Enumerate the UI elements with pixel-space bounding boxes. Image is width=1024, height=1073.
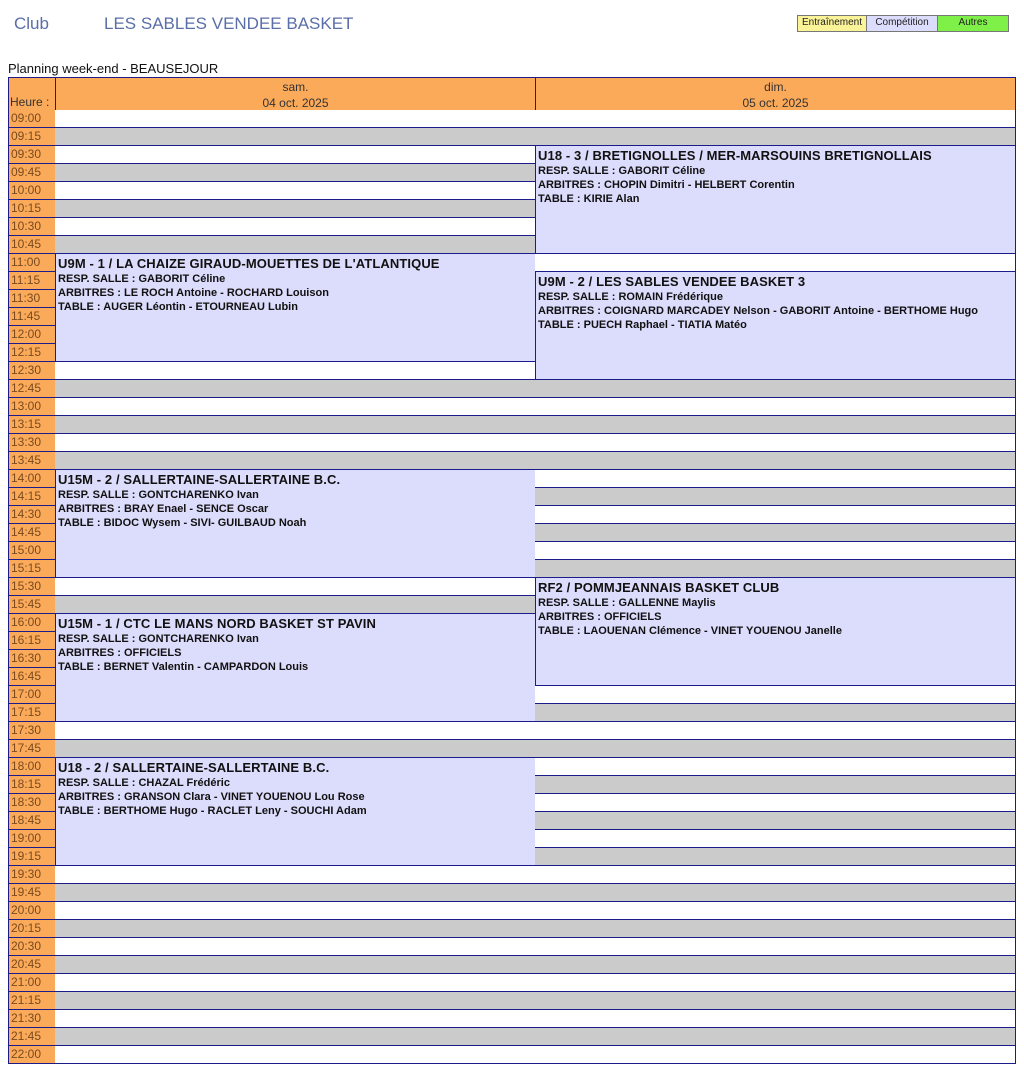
time-slot-label: 18:45 [8,812,56,830]
time-slot-label: 15:15 [8,560,56,578]
time-slot-label: 17:30 [8,722,56,740]
empty-slot [535,398,1016,416]
empty-slot [535,488,1016,506]
empty-slot [535,848,1016,866]
time-slot-label: 15:30 [8,578,56,596]
time-slot-label: 16:45 [8,668,56,686]
empty-slot [535,974,1016,992]
time-slot-label: 11:45 [8,308,56,326]
match-event[interactable] [55,758,536,866]
time-slot-label: 12:45 [8,380,56,398]
time-slot-label: 10:00 [8,182,56,200]
empty-slot [535,992,1016,1010]
time-slot-label: 21:00 [8,974,56,992]
legend [797,15,1009,32]
empty-slot [535,110,1016,128]
empty-slot [55,110,536,128]
match-event[interactable] [535,146,1016,254]
match-title: U15M - 1 / CTC LE MANS NORD BASKET ST PAVIN [58,616,377,631]
empty-slot [55,1010,536,1028]
legend-competition: Compétition [866,15,938,32]
match-referees: ARBITRES : LE ROCH Antoine - ROCHARD Louison [58,287,329,299]
time-slot-label: 11:15 [8,272,56,290]
empty-slot [55,956,536,974]
match-table-officials: TABLE : KIRIE Alan [538,193,640,205]
empty-slot [535,254,1016,272]
empty-slot [535,380,1016,398]
day-name: sam. [282,80,309,94]
empty-slot [535,866,1016,884]
empty-slot [55,434,536,452]
day-name: dim. [764,80,787,94]
empty-slot [55,902,536,920]
empty-slot [55,578,536,596]
empty-slot [55,182,536,200]
day-header-sunday [535,77,1016,111]
time-slot-label: 09:15 [8,128,56,146]
time-slot-label: 12:15 [8,344,56,362]
empty-slot [55,128,536,146]
time-column-header [8,77,56,111]
time-slot-label: 20:15 [8,920,56,938]
time-slot-label: 19:45 [8,884,56,902]
match-referees: ARBITRES : OFFICIELS [538,611,662,623]
empty-slot [535,452,1016,470]
time-slot-label: 13:30 [8,434,56,452]
empty-slot [55,740,536,758]
match-table-officials: TABLE : LAOUENAN Clémence - VINET YOUENOU Janelle [538,625,842,637]
time-slot-label: 18:30 [8,794,56,812]
empty-slot [535,722,1016,740]
time-slot-label: 21:45 [8,1028,56,1046]
time-slot-label: 18:15 [8,776,56,794]
time-slot-label: 13:15 [8,416,56,434]
empty-slot [55,722,536,740]
time-slot-label: 16:30 [8,650,56,668]
time-slot-label: 17:00 [8,686,56,704]
time-slot-label: 14:45 [8,524,56,542]
day-header-saturday [55,77,536,111]
time-slot-label: 18:00 [8,758,56,776]
empty-slot [535,740,1016,758]
empty-slot [55,938,536,956]
time-slot-label: 09:45 [8,164,56,182]
time-slot-label: 22:00 [8,1046,56,1064]
match-title: U18 - 2 / SALLERTAINE-SALLERTAINE B.C. [58,760,330,775]
empty-slot [55,452,536,470]
match-hall-manager: RESP. SALLE : ROMAIN Frédérique [538,291,723,303]
time-slot-label: 10:15 [8,200,56,218]
match-hall-manager: RESP. SALLE : GABORIT Céline [538,165,706,177]
empty-slot [535,524,1016,542]
empty-slot [535,560,1016,578]
empty-slot [535,776,1016,794]
time-slot-label: 12:00 [8,326,56,344]
time-slot-label: 20:45 [8,956,56,974]
match-referees: ARBITRES : BRAY Enael - SENCE Oscar [58,503,269,515]
time-slot-label: 15:00 [8,542,56,560]
match-referees: ARBITRES : GRANSON Clara - VINET YOUENOU Lou Rose [58,791,365,803]
empty-slot [535,434,1016,452]
time-slot-label: 21:15 [8,992,56,1010]
empty-slot [55,920,536,938]
empty-slot [535,884,1016,902]
empty-slot [55,974,536,992]
match-hall-manager: RESP. SALLE : GALLENNE Maylis [538,597,716,609]
match-table-officials: TABLE : BERNET Valentin - CAMPARDON Louis [58,661,309,673]
match-referees: ARBITRES : CHOPIN Dimitri - HELBERT Corentin [538,179,795,191]
empty-slot [535,794,1016,812]
empty-slot [535,1028,1016,1046]
time-slot-label: 19:30 [8,866,56,884]
match-hall-manager: RESP. SALLE : GABORIT Céline [58,273,226,285]
time-slot-label: 13:45 [8,452,56,470]
match-event[interactable] [55,470,536,578]
time-slot-label: 19:15 [8,848,56,866]
match-hall-manager: RESP. SALLE : GONTCHARENKO Ivan [58,633,259,645]
match-event[interactable] [535,272,1016,380]
time-slot-label: 11:30 [8,290,56,308]
match-referees: ARBITRES : OFFICIELS [58,647,182,659]
time-slot-label: 16:00 [8,614,56,632]
match-title: U15M - 2 / SALLERTAINE-SALLERTAINE B.C. [58,472,341,487]
empty-slot [535,470,1016,488]
empty-slot [55,884,536,902]
day-date: 04 oct. 2025 [262,96,329,110]
empty-slot [535,812,1016,830]
time-slot-label: 09:30 [8,146,56,164]
time-slot-label: 14:30 [8,506,56,524]
empty-slot [535,830,1016,848]
empty-slot [535,758,1016,776]
match-table-officials: TABLE : AUGER Léontin - ETOURNEAU Lubin [58,301,298,313]
empty-slot [55,164,536,182]
match-hall-manager: RESP. SALLE : CHAZAL Frédéric [58,777,230,789]
time-slot-label: 09:00 [8,110,56,128]
empty-slot [55,416,536,434]
club-label: Club [14,14,49,33]
time-slot-label: 14:00 [8,470,56,488]
empty-slot [55,218,536,236]
time-header-label: Heure : [10,95,50,109]
empty-slot [55,992,536,1010]
empty-slot [55,596,536,614]
match-title: U9M - 2 / LES SABLES VENDEE BASKET 3 [538,274,806,289]
time-slot-label: 16:15 [8,632,56,650]
planning-title: Planning week-end - BEAUSEJOUR [8,61,219,76]
match-event[interactable] [535,578,1016,686]
empty-slot [535,938,1016,956]
time-slot-label: 20:00 [8,902,56,920]
empty-slot [535,956,1016,974]
match-table-officials: TABLE : PUECH Raphael - TIATIA Matéo [538,319,747,331]
time-slot-label: 17:15 [8,704,56,722]
day-date: 05 oct. 2025 [742,96,809,110]
match-title: U18 - 3 / BRETIGNOLLES / MER-MARSOUINS BRETIGNOLLAIS [538,148,932,163]
match-hall-manager: RESP. SALLE : GONTCHARENKO Ivan [58,489,259,501]
time-slot-label: 13:00 [8,398,56,416]
time-slot-label: 14:15 [8,488,56,506]
time-slot-label: 21:30 [8,1010,56,1028]
time-slot-label: 11:00 [8,254,56,272]
empty-slot [55,1046,536,1064]
empty-slot [535,416,1016,434]
empty-slot [535,704,1016,722]
empty-slot [55,362,536,380]
legend-training: Entraînement [797,15,867,32]
time-slot-label: 10:30 [8,218,56,236]
empty-slot [535,902,1016,920]
match-title: U9M - 1 / LA CHAIZE GIRAUD-MOUETTES DE L'ATLANTIQUE [58,256,440,271]
empty-slot [55,146,536,164]
empty-slot [55,236,536,254]
empty-slot [535,542,1016,560]
empty-slot [535,920,1016,938]
time-slot-label: 19:00 [8,830,56,848]
empty-slot [535,1010,1016,1028]
club-name: LES SABLES VENDEE BASKET [104,14,354,33]
match-table-officials: TABLE : BERTHOME Hugo - RACLET Leny - SOUCHI Adam [58,805,367,817]
empty-slot [55,398,536,416]
match-table-officials: TABLE : BIDOC Wysem - SIVI- GUILBAUD Noah [58,517,307,529]
empty-slot [535,128,1016,146]
match-event[interactable] [55,254,536,362]
empty-slot [55,1028,536,1046]
empty-slot [55,866,536,884]
legend-other: Autres [937,15,1009,32]
match-referees: ARBITRES : COIGNARD MARCADEY Nelson - GABORIT Antoine - BERTHOME Hugo [538,305,978,317]
match-title: RF2 / POMMJEANNAIS BASKET CLUB [538,580,780,595]
match-event[interactable] [55,614,536,722]
time-slot-label: 17:45 [8,740,56,758]
empty-slot [55,380,536,398]
empty-slot [535,506,1016,524]
time-slot-label: 12:30 [8,362,56,380]
time-slot-label: 20:30 [8,938,56,956]
time-slot-label: 15:45 [8,596,56,614]
time-slot-label: 10:45 [8,236,56,254]
empty-slot [535,1046,1016,1064]
empty-slot [55,200,536,218]
empty-slot [535,686,1016,704]
